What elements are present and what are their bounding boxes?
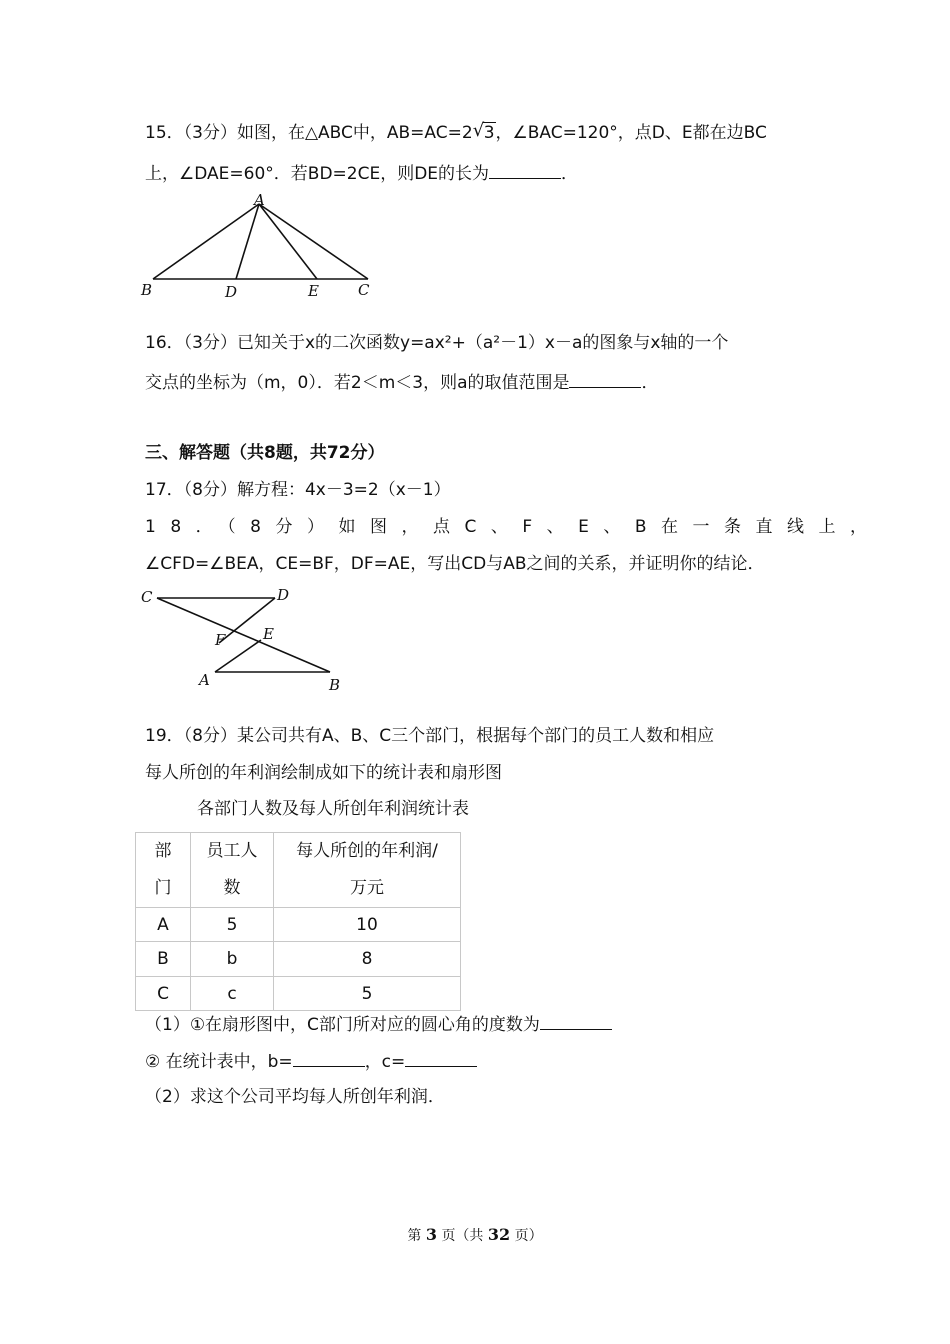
label-d: D [225, 283, 238, 301]
page-total: 32 [487, 1225, 511, 1244]
cell-staff: 5 [191, 908, 274, 942]
table-header-row [136, 833, 461, 908]
q18-figure [135, 584, 355, 696]
header-staff-count: 员工人 数 [191, 833, 274, 908]
header-profit: 每人所创的年利润/ 万元 [274, 833, 461, 908]
cell-profit: 8 [274, 942, 461, 977]
label-d: D [277, 586, 290, 604]
q19-line2: 每人所创的年利润绘制成如下的统计表和扇形图 [145, 763, 502, 783]
q17-line: 17．（8分）解方程：4x－3=2（x－1） [145, 480, 451, 500]
sqrt-sign: √ [472, 120, 485, 141]
sqrt-expression [473, 121, 496, 145]
q16-line2-post: ． [641, 373, 659, 393]
q16-line2-pre: 交点的坐标为（m，0）．若2＜m＜3，则a的取值范围是 [145, 373, 570, 393]
table-row [136, 977, 461, 1011]
segment-ab [153, 204, 259, 279]
answer-blank-b [293, 1048, 365, 1067]
sqrt-radicand: 3 [483, 123, 495, 143]
header-department: 部 门 [136, 833, 191, 908]
answer-blank [489, 160, 561, 179]
q16-line2 [145, 369, 658, 395]
segment-ad [236, 204, 259, 279]
label-f: F [215, 631, 226, 649]
answer-blank [540, 1011, 612, 1030]
q15-line1-pre: 15．（3分）如图，在△ABC中，AB=AC=2 [145, 123, 473, 143]
q19-sub2: ② 在统计表中，b= ，c= [145, 1048, 477, 1074]
segment-ae [259, 204, 317, 279]
table-row [136, 942, 461, 977]
q15-line1 [145, 121, 767, 145]
q19-line1: 19．（8分）某公司共有A、B、C三个部门，根据每个部门的员工人数和相应 [145, 726, 715, 746]
cell-staff: c [191, 977, 274, 1011]
page-number: 3 [425, 1225, 437, 1244]
q16-line1: 16．（3分）已知关于x的二次函数y=ax²+（a²－1）x－a的图象与x轴的一个 [145, 333, 729, 353]
label-c: C [141, 588, 153, 606]
q15-line2-pre: 上，∠DAE=60°．若BD=2CE，则DE的长为 [145, 164, 490, 184]
label-b: B [329, 676, 341, 694]
q18-line2: ∠CFD=∠BEA，CE=BF，DF=AE，写出CD与AB之间的关系，并证明你的结论． [145, 554, 765, 574]
q15-line1-post: ，∠BAC=120°，点D、E都在边BC [495, 123, 767, 143]
cell-profit: 10 [274, 908, 461, 942]
q18-line1: 18．（8分）如图，点C、F、E、B在一条直线上， [145, 517, 882, 537]
q19-sub3: （2）求这个公司平均每人所创年利润． [145, 1087, 445, 1107]
stats-table [135, 832, 461, 1011]
q15-line2 [145, 160, 578, 186]
page-footer: 第 3 页（共 32 页） [407, 1225, 543, 1244]
label-b: B [141, 281, 153, 299]
cell-staff: b [191, 942, 274, 977]
segment-ac [259, 204, 368, 279]
q15-triangle-figure [135, 192, 385, 304]
cell-profit: 5 [274, 977, 461, 1011]
answer-blank-c [405, 1048, 477, 1067]
table-title: 各部门人数及每人所创年利润统计表 [197, 799, 469, 819]
cell-department: A [136, 908, 191, 942]
section-heading: 三、解答题（共8题，共72分） [145, 443, 385, 463]
table-row [136, 908, 461, 942]
label-a: A [199, 671, 210, 689]
label-c: C [358, 281, 370, 299]
label-a: A [254, 192, 265, 209]
q19-sub1: （1）①在扇形图中，C部门所对应的圆心角的度数为 [145, 1011, 612, 1037]
answer-blank [569, 369, 641, 388]
cell-department: B [136, 942, 191, 977]
label-e: E [263, 625, 274, 643]
cell-department: C [136, 977, 191, 1011]
label-e: E [308, 282, 319, 300]
segment-cb [157, 598, 330, 672]
q15-line2-post: ． [561, 164, 579, 184]
